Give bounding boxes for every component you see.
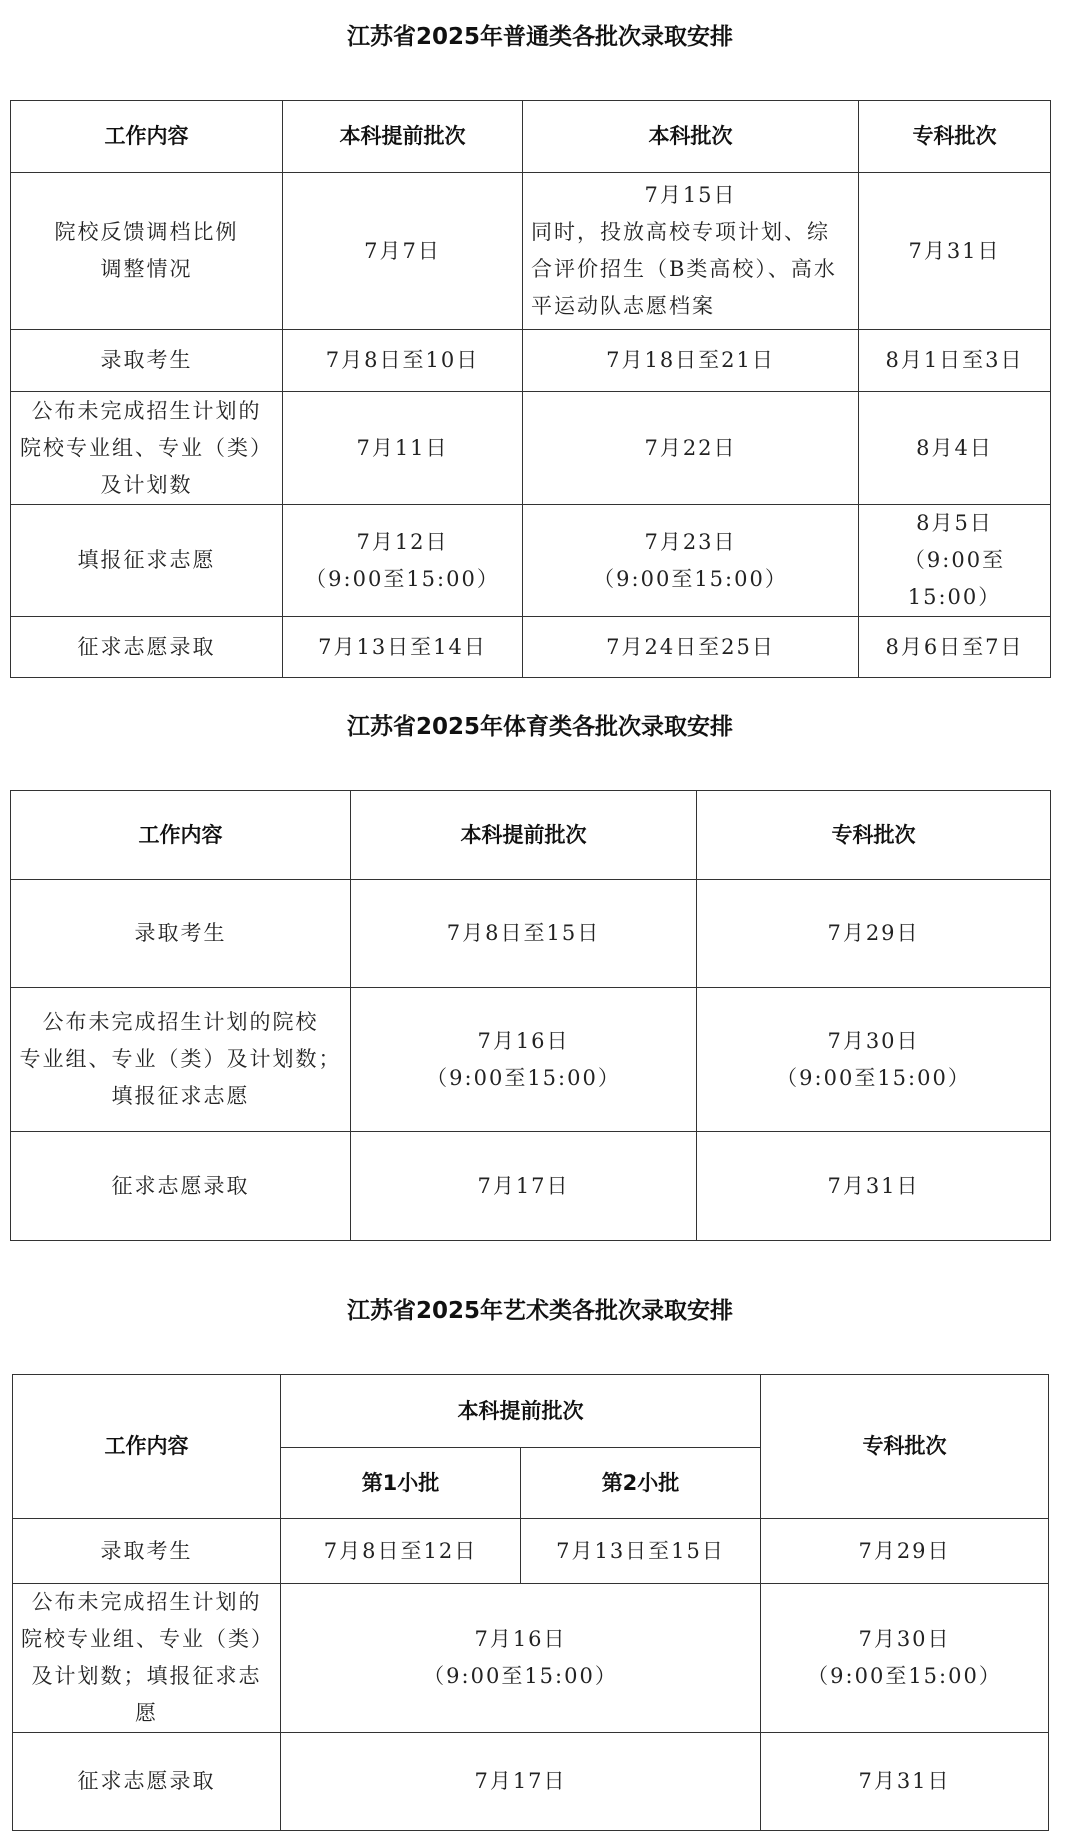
header-college-batch: 专科批次: [761, 1375, 1049, 1519]
table-row: [13, 1519, 1049, 1584]
sub-batch-1-cell: 7月8日至12日: [281, 1519, 521, 1584]
college-batch-cell: 7月29日: [761, 1519, 1049, 1584]
college-batch-cell: 7月31日: [761, 1733, 1049, 1831]
early-batch-cell: 7月16日 （9:00至15:00）: [281, 1584, 761, 1733]
header-sub-batch-1: 第1小批: [281, 1448, 521, 1519]
college-batch-cell: 7月30日 （9:00至15:00）: [697, 988, 1051, 1132]
header-early-batch: 本科提前批次: [281, 1375, 761, 1448]
college-batch-cell: 7月31日: [859, 173, 1051, 330]
college-batch-cell: 8月5日 （9:00至15:00）: [859, 505, 1051, 617]
early-batch-cell: 7月7日: [283, 173, 523, 330]
undergrad-batch-cell: 7月18日至21日: [523, 330, 859, 392]
undergrad-batch-cell: 7月23日 （9:00至15:00）: [523, 505, 859, 617]
task-cell: 征求志愿录取: [11, 617, 283, 678]
early-batch-cell: 7月11日: [283, 392, 523, 505]
college-batch-cell: 8月1日至3日: [859, 330, 1051, 392]
college-batch-cell: 7月29日: [697, 880, 1051, 988]
header-task: 工作内容: [11, 791, 351, 880]
sports-admission-table: [10, 790, 1051, 1241]
task-cell: 录取考生: [13, 1519, 281, 1584]
college-batch-cell: 7月31日: [697, 1132, 1051, 1241]
early-batch-cell: 7月8日至15日: [351, 880, 697, 988]
table-row: [11, 880, 1051, 988]
early-batch-cell: 7月8日至10日: [283, 330, 523, 392]
task-cell: 公布未完成招生计划的 院校专业组、专业（类） 及计划数；填报征求志愿: [13, 1584, 281, 1733]
task-cell: 院校反馈调档比例 调整情况: [11, 173, 283, 330]
college-batch-cell: 8月6日至7日: [859, 617, 1051, 678]
header-undergrad-batch: 本科批次: [523, 101, 859, 173]
header-early-batch: 本科提前批次: [351, 791, 697, 880]
header-sub-batch-2: 第2小批: [521, 1448, 761, 1519]
task-cell: 征求志愿录取: [13, 1733, 281, 1831]
task-cell: 录取考生: [11, 880, 351, 988]
early-batch-cell: 7月13日至14日: [283, 617, 523, 678]
undergrad-batch-cell: 7月22日: [523, 392, 859, 505]
table-header-row: [11, 101, 1051, 173]
undergrad-batch-cell: 7月24日至25日: [523, 617, 859, 678]
table-row: [11, 505, 1051, 617]
undergrad-batch-cell: 7月15日 同时，投放高校专项计划、综 合评价招生（B类高校）、高水 平运动队志愿档案: [523, 173, 859, 330]
table-row: [11, 617, 1051, 678]
early-batch-cell: 7月16日 （9:00至15:00）: [351, 988, 697, 1132]
header-early-batch: 本科提前批次: [283, 101, 523, 173]
table-row: [11, 1132, 1051, 1241]
art-admission-table: [12, 1374, 1049, 1831]
table-header-row: [13, 1375, 1049, 1448]
header-task: 工作内容: [13, 1375, 281, 1519]
table-row: [11, 330, 1051, 392]
table-row: [11, 988, 1051, 1132]
early-batch-cell: 7月12日 （9:00至15:00）: [283, 505, 523, 617]
header-college-batch: 专科批次: [697, 791, 1051, 880]
table-row: [11, 173, 1051, 330]
college-batch-cell: 7月30日 （9:00至15:00）: [761, 1584, 1049, 1733]
table-header-row: [11, 791, 1051, 880]
early-batch-cell: 7月17日: [281, 1733, 761, 1831]
sports-table-title: 江苏省2025年体育类各批次录取安排: [346, 714, 733, 740]
early-batch-cell: 7月17日: [351, 1132, 697, 1241]
art-table-title: 江苏省2025年艺术类各批次录取安排: [346, 1298, 733, 1324]
table-row: [11, 392, 1051, 505]
task-cell: 录取考生: [11, 330, 283, 392]
header-task: 工作内容: [11, 101, 283, 173]
table-row: [13, 1584, 1049, 1733]
task-cell: 公布未完成招生计划的院校 专业组、专业（类）及计划数； 填报征求志愿: [11, 988, 351, 1132]
general-table-title: 江苏省2025年普通类各批次录取安排: [346, 24, 733, 50]
college-batch-cell: 8月4日: [859, 392, 1051, 505]
sub-batch-2-cell: 7月13日至15日: [521, 1519, 761, 1584]
general-admission-table: [10, 100, 1051, 678]
task-cell: 填报征求志愿: [11, 505, 283, 617]
task-cell: 征求志愿录取: [11, 1132, 351, 1241]
header-college-batch: 专科批次: [859, 101, 1051, 173]
table-row: [13, 1733, 1049, 1831]
task-cell: 公布未完成招生计划的 院校专业组、专业（类） 及计划数: [11, 392, 283, 505]
